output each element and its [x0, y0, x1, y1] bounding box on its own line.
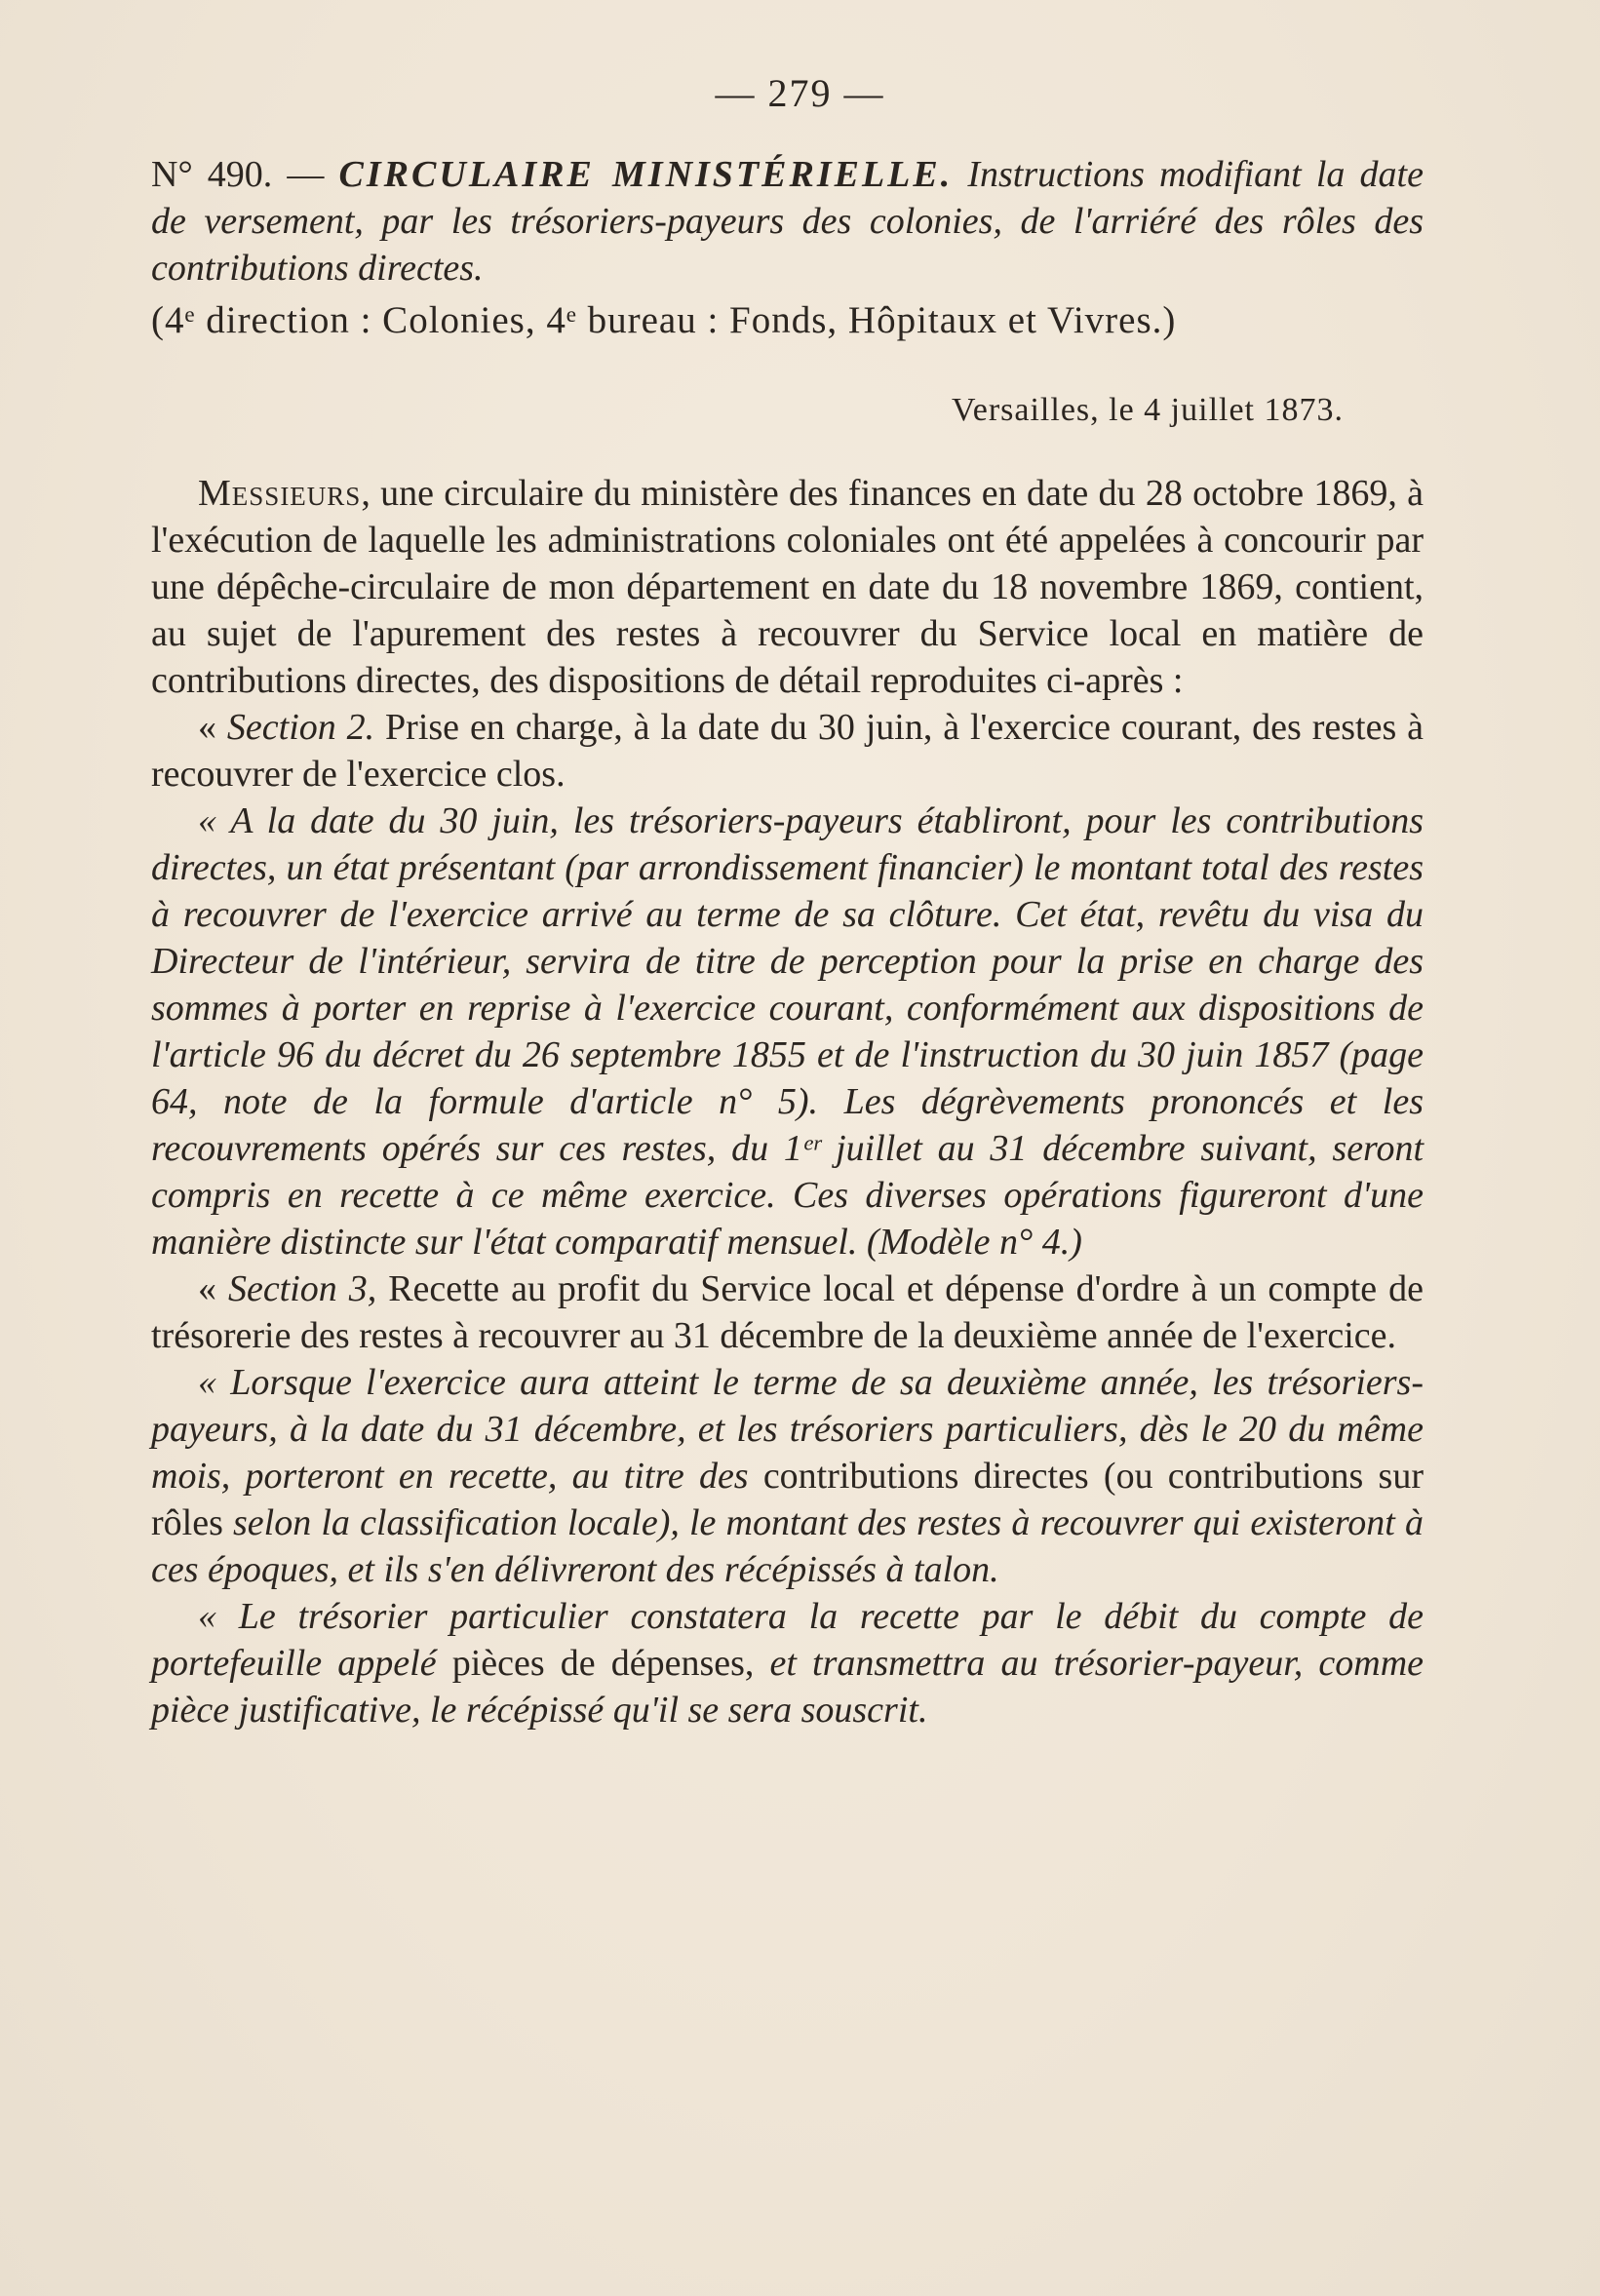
paragraph-final-b: pièces de dépenses, [451, 1643, 755, 1684]
paragraph-opening-text: , une circulaire du ministère des finances en date du 28 octobre 1869, à l'exécution de laquelle les administrations coloniales ont été appelées à concourir par une dépêche-circulaire de mon département en date du 18 novembre 1869, contient, au sujet de l'apurement des restes à recouvrer du Service local en matière de contributions directes, des dispositions de détail reproduites ci-après : [151, 473, 1424, 701]
paragraph-final [151, 1593, 1424, 1733]
salutation: Messieurs [198, 473, 362, 514]
quote-mark: « [198, 707, 227, 748]
paragraph-section-2-body: « A la date du 30 juin, les trésoriers-payeurs établiront, pour les contributions directes, un état présentant (par arrondissement financier) le montant total des restes à recouvrer de l'exercice arrivé au terme de sa clôture. Cet état, revêtu du visa du Directeur de l'intérieur, servira de titre de perception pour la prise en charge des sommes à porter en reprise à l'exercice courant, conformément aux dispositions de l'article 96 du décret du 26 septembre 1855 et de l'instruction du 30 juin 1857 (page 64, note de la formule d'article n° 5). Les dégrèvements prononcés et les recouvrements opérés sur ces restes, du 1ᵉʳ juillet au 31 décembre suivant, seront compris en recette à ce même exercice. Ces diverses opérations figureront d'une manière distincte sur l'état comparatif mensuel. (Modèle n° 4.) [151, 800, 1424, 1263]
paragraph-opening [151, 470, 1424, 704]
direction-line: (4ᵉ direction : Colonies, 4ᵉ bureau : Fonds, Hôpitaux et Vivres.) [151, 299, 1177, 341]
page-number: — 279 — [715, 71, 885, 115]
dateline: Versailles, le 4 juillet 1873. [951, 392, 1344, 428]
paragraph-final-c: et transmettra au trésorier-payeur, comme pièce justificative, le récépissé qu'il se sera souscrit. [151, 1643, 1424, 1731]
paragraph-section-3-body-b: contributions directes (ou contributions sur rôles [151, 1456, 1424, 1543]
circular-heading [151, 151, 1424, 292]
paragraph-section-3-body [151, 1359, 1424, 1593]
paragraph-final-a: « Le trésorier particulier constatera la recette par le débit du compte de portefeuille appelé [151, 1596, 1424, 1684]
letter-body [151, 470, 1424, 1733]
paragraph-section-3-body-a: « Lorsque l'exercice aura atteint le terme de sa deuxième année, les trésoriers-payeurs, à la date du 31 décembre, et les trésoriers particuliers, dès le 20 du même mois, porteront en recette, au titre des [151, 1362, 1424, 1497]
section-3-text: Recette au profit du Service local et dépense d'ordre à un compte de trésorerie des restes à recouvrer au 31 décembre de la deuxième année de l'exercice. [151, 1268, 1424, 1356]
circular-title: CIRCULAIRE MINISTÉRIELLE. [338, 154, 954, 195]
paragraph-section-3-body-c: selon la classification locale), le montant des restes à recouvrer qui existeront à ces époques, et ils s'en délivreront des récépissés à talon. [151, 1502, 1424, 1590]
section-3-label: Section 3, [227, 1268, 377, 1309]
quote-mark: « [198, 1268, 228, 1309]
circular-subtitle: Instructions modifiant la date de versement, par les trésoriers-payeurs des colonies, de l'arriéré des rôles des contributions directes. [151, 154, 1424, 289]
paragraph-section-2 [151, 704, 1424, 798]
section-2-label: Section 2. [226, 707, 375, 748]
paragraph-section-3 [151, 1265, 1424, 1359]
section-2-text: Prise en charge, à la date du 30 juin, à l'exercice courant, des restes à recouvrer de l'exercice clos. [151, 707, 1424, 795]
circular-number: N° 490. — [151, 154, 339, 195]
